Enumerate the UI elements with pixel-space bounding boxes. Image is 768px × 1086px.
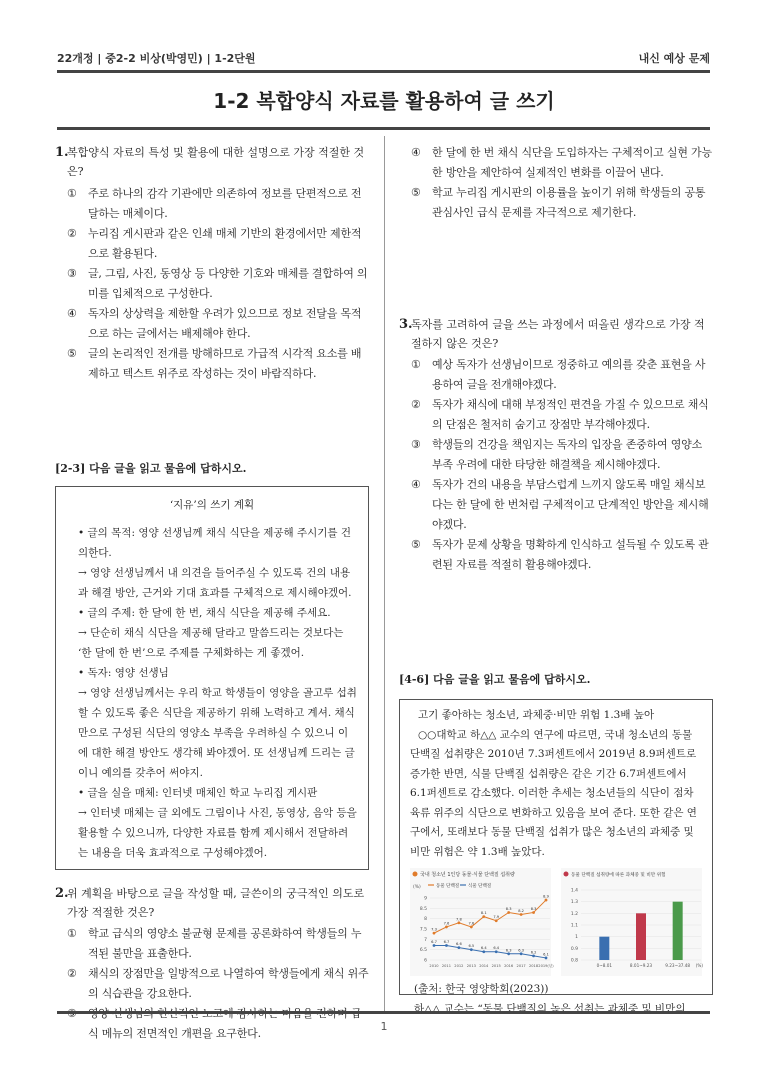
data-label: 7.8: [456, 917, 462, 922]
plan-line: • 글의 목적: 영양 선생님께 채식 식단을 제공해 주시기를 건의한다.: [78, 527, 352, 559]
right-column: [399, 143, 713, 1015]
plan-line: • 독자: 영양 선생님: [78, 667, 169, 679]
y-tick-label: 7: [424, 937, 427, 943]
x-tick-label: 0~8.01: [596, 963, 613, 968]
x-tick-label: 2010: [429, 964, 439, 968]
data-label: 6.3: [505, 948, 512, 953]
option-marker: ③: [411, 438, 421, 451]
x-tick-label: 2016: [504, 964, 514, 968]
data-point: [457, 946, 460, 949]
option-marker: ④: [411, 146, 421, 159]
option-marker: ⑤: [67, 347, 77, 360]
question-2-stem: [55, 884, 369, 922]
option-text: 독자가 문제 상황을 명확하게 인식하고 설득될 수 있도록 관련된 자료를 적절히 활용해야겠다.: [432, 538, 709, 571]
x-tick-label: 8.01~9.23: [629, 963, 653, 968]
plan-title: ‘지유’의 쓰기 계획: [169, 499, 255, 511]
y-tick-label: 0.9: [570, 946, 578, 952]
option-marker: ②: [67, 227, 77, 240]
y-tick-label: 1.2: [570, 911, 578, 917]
answer-option[interactable]: [55, 304, 369, 344]
stem-text: 독자를 고려하여 글을 쓰는 과정에서 떠올린 생각으로 가장 적절하지 않은 것은?: [411, 318, 705, 350]
option-text: 독자의 상상력을 제한할 우려가 있으므로 정보 전달을 목적으로 하는 글에서는 배제해야 한다.: [88, 307, 362, 340]
y-tick-label: 7.5: [419, 927, 427, 933]
plan-line: → 인터넷 매체는 글 외에도 그림이나 사진, 동영상, 음악 등을 활용할 수 있으니까, 다양한 자료를 함께 제시해서 전달하려는 내용을 더욱 효과적으로 구성해야겠어.: [78, 807, 357, 859]
y-tick-label: 0.8: [570, 958, 578, 964]
x-tick-label: 2017: [516, 964, 526, 968]
y-tick-label: 1.3: [570, 900, 578, 906]
data-point: [520, 952, 523, 955]
article-source: (출처: 한국 영양학회(2023)): [414, 983, 549, 995]
option-marker: ④: [411, 478, 421, 491]
page-number: 1: [380, 1020, 388, 1033]
page-title: 1-2 복합양식 자료를 활용하여 글 쓰기: [213, 89, 555, 113]
section-2-3-heading: [2-3] 다음 글을 읽고 물음에 답하시오.: [55, 462, 247, 475]
data-point: [545, 899, 548, 902]
data-label: 6.7: [431, 940, 437, 945]
article-body: ○○대학교 하△△ 교수의 연구에 따르면, 국내 청소년의 동물 단백질 섭취량은 2010년 7.3퍼센트에서 2019년 8.9퍼센트로 증가한 반면, 식물 단백질 섭취량은 같은 기간 6.7퍼센트에서 6.1퍼센트로 감소했다. 이러한 추세는 청소년들의 식단이 점차 육류 위주의 식단으로 변화하고 있음을 보여 준다. 또한 같은 연구에서, 또래보다 동물 단백질 섭취가 많은 청소년의 과체중 및 비만 위험은 약 1.3배 높았다.: [410, 728, 697, 858]
data-label: 8.3: [505, 906, 512, 911]
chart-title: 국내 청소년 1인당 동물·식물 단백질 섭취량: [420, 872, 515, 878]
x-tick-label: 2018: [528, 964, 539, 968]
y-tick-label: 1.1: [570, 923, 578, 929]
y-tick-label: 1.4: [570, 888, 578, 894]
chart-title: 동물 단백질 섭취량에 따른 과체중 및 비만 위험: [571, 873, 666, 878]
option-marker: ③: [67, 267, 77, 280]
section-4-6-heading: [4-6] 다음 글을 읽고 물음에 답하시오.: [399, 673, 591, 686]
x-tick-label: 2013: [466, 964, 476, 968]
data-label: 6.3: [518, 948, 524, 953]
series-line: [434, 900, 546, 933]
data-point: [457, 921, 460, 924]
bar: [673, 902, 683, 960]
data-label: 6.7: [443, 940, 450, 945]
column-divider: [384, 136, 385, 1011]
plan-line: → 영양 선생님께서는 우리 학교 학생들이 영양을 골고루 섭취할 수 있도록 좋은 식단을 제공하기 위해 노력하고 계셔. 채식만으로 구성된 식단의 영양소 부족을 우려하실 수 있으니 이에 대한 해결 방안도 생각해 봐야겠어. 또 선생님께 드리는 글이니 예의를 갖추어 써야지.: [78, 687, 357, 779]
answer-option[interactable]: [399, 183, 713, 223]
stem-text: 위 계획을 바탕으로 글을 작성할 때, 글쓴이의 궁극적인 의도로 가장 적절한 것은?: [67, 887, 365, 919]
option-marker: ②: [411, 398, 421, 411]
data-point: [495, 919, 498, 922]
answer-option[interactable]: [399, 535, 713, 575]
data-point: [482, 950, 485, 953]
option-text: 학교 급식의 영양소 불균형 문제를 공론화하여 학생들의 누적된 불만을 표출한다.: [88, 927, 362, 960]
y-tick-label: 6: [424, 958, 427, 964]
top-rule: [57, 70, 710, 73]
header-right: 내신 예상 문제: [638, 52, 710, 65]
data-label: 6.4: [493, 946, 500, 951]
x-tick-label: 2014: [479, 964, 489, 968]
data-label: 6.2: [530, 950, 537, 955]
x-tick-label: 2011: [441, 964, 452, 968]
plan-line: • 글의 주제: 한 달에 한 번, 채식 식단을 제공해 주세요.: [78, 607, 331, 619]
option-text: 누리집 게시판과 같은 인쇄 매체 기반의 환경에서만 제한적으로 활용된다.: [88, 227, 362, 260]
legend-label: 식물 단백질: [468, 884, 492, 889]
obesity-risk-bar-chart: [561, 868, 702, 976]
data-point: [532, 911, 535, 914]
x-tick-label: 2019(년): [538, 964, 554, 968]
y-tick-label: 6.5: [419, 948, 427, 954]
data-label: 7.6: [443, 921, 450, 926]
answer-option[interactable]: [399, 395, 713, 435]
plan-line: → 영양 선생님께서 내 의견을 들어주실 수 있도록 건의 내용과 해결 방안, 근거와 기대 효과를 구체적으로 제시해야겠어.: [78, 567, 352, 599]
answer-option[interactable]: [55, 184, 369, 224]
option-marker: ①: [67, 187, 77, 200]
data-point: [507, 952, 510, 955]
article-headline: 고기 좋아하는 청소년, 과체중·비만 위험 1.3배 높아: [418, 709, 655, 721]
x-tick-label: 9.23~37.48: [665, 963, 691, 968]
option-marker: ②: [67, 967, 77, 980]
answer-option[interactable]: [55, 264, 369, 304]
data-point: [495, 950, 498, 953]
title-rule: [57, 127, 710, 130]
data-label: 6.5: [468, 944, 475, 949]
data-label: 7.3: [431, 927, 437, 932]
option-marker: ⑤: [411, 538, 421, 551]
data-label: 8.2: [518, 909, 524, 914]
option-text: 영양 선생님의 헌신적인 노고에 감사하는 마음을 전하며 급식 메뉴의 전면적인 개편을 요구한다.: [88, 1007, 362, 1040]
x-tick-label: 2015: [491, 964, 501, 968]
answer-option[interactable]: [399, 475, 713, 535]
stem-text: 복합양식 자료의 특성 및 활용에 대한 설명으로 가장 적절한 것은?: [67, 146, 365, 178]
series-line: [434, 946, 546, 958]
protein-intake-line-chart: [410, 868, 554, 976]
data-point: [445, 944, 448, 947]
bar-chart-svg: [561, 868, 709, 976]
option-text: 학교 누리집 게시판의 이용률을 높이기 위해 학생들의 공통 관심사인 급식 문제를 자극적으로 제기한다.: [432, 186, 706, 219]
option-text: 독자가 채식에 대해 부정적인 편견을 가질 수 있으므로 채식의 단점은 철저히 숨기고 장점만 부각해야겠다.: [432, 398, 709, 431]
y-tick-label: 8.5: [419, 906, 427, 912]
y-tick-label: 1: [575, 935, 578, 941]
x-axis-unit: (%): [695, 963, 703, 968]
question-3: [399, 315, 713, 575]
option-marker: ①: [411, 358, 421, 371]
option-text: 예상 독자가 선생님이므로 정중하고 예의를 갖춘 표현을 사용하여 글을 전개해야겠다.: [432, 358, 706, 391]
question-1-stem: [55, 143, 369, 181]
option-marker: ③: [67, 1007, 77, 1020]
answer-option[interactable]: [55, 224, 369, 264]
question-number: 2.: [55, 886, 69, 901]
question-number: 3.: [399, 317, 413, 332]
option-marker: ①: [67, 927, 77, 940]
data-point: [482, 915, 485, 918]
question-number: 1.: [55, 145, 69, 160]
option-text: 채식의 장점만을 일방적으로 나열하여 학생들에게 채식 위주의 식습관을 강요한다.: [88, 967, 369, 1000]
question-3-stem: [399, 315, 713, 353]
writing-plan-box: [55, 486, 369, 870]
data-point: [470, 948, 473, 951]
data-point: [445, 926, 448, 929]
chart-row: [410, 868, 702, 976]
data-point: [433, 944, 436, 947]
bar: [636, 913, 646, 960]
data-label: 8.3: [530, 906, 537, 911]
y-tick-label: 9: [424, 896, 427, 902]
answer-option[interactable]: [399, 355, 713, 395]
option-text: 학생들의 건강을 책임지는 독자의 입장을 존중하여 영양소 부족 우려에 대한 타당한 해결책을 제시해야겠다.: [432, 438, 703, 471]
option-text: 주로 하나의 감각 기관에만 의존하여 정보를 단편적으로 전달하는 매체이다.: [88, 187, 362, 220]
legend-label: 동물 단백질: [436, 884, 460, 889]
option-text: 글의 논리적인 전개를 방해하므로 가급적 시각적 요소를 배제하고 텍스트 위주로 작성하는 것이 바람직하다.: [88, 347, 362, 380]
answer-option[interactable]: [55, 344, 369, 384]
chart-title-bullet: [564, 872, 569, 877]
data-point: [545, 957, 548, 960]
option-marker: ⑤: [411, 186, 421, 199]
data-label: 6.4: [480, 946, 487, 951]
data-point: [507, 911, 510, 914]
data-point: [520, 913, 523, 916]
data-point: [470, 926, 473, 929]
x-tick-label: 2012: [454, 964, 464, 968]
header-left: 22개정 | 중2-2 비상(박영민) | 1-2단원: [57, 52, 256, 65]
data-label: 6.6: [456, 942, 462, 947]
data-point: [433, 932, 436, 935]
left-column: [55, 143, 369, 1044]
data-label: 8.1: [480, 911, 487, 916]
data-label: 7.6: [468, 921, 475, 926]
answer-option[interactable]: [399, 435, 713, 475]
data-point: [532, 954, 535, 957]
option-text: 독자가 건의 내용을 부담스럽게 느끼지 않도록 매일 채식보다는 한 달에 한 번처럼 구체적이고 단계적인 방안을 제시해야겠다.: [432, 478, 709, 531]
article-last-line: 하△△ 교수는 “동물 단백질의 높은 섭취는 과체중 및 비만의: [414, 1002, 686, 1015]
chart-title-bullet: [413, 872, 418, 877]
data-label: 7.9: [493, 915, 500, 920]
option-text: 글, 그림, 사진, 동영상 등 다양한 기호와 매체를 결합하여 의미를 입체적으로 구성한다.: [88, 267, 368, 300]
option-text: 한 달에 한 번 채식 식단을 도입하자는 구체적이고 실현 가능한 방안을 제안하여 실제적인 변화를 이끌어 낸다.: [432, 146, 712, 179]
plan-line: • 글을 실을 매체: 인터넷 매체인 학교 누리집 게시판: [78, 787, 318, 799]
data-label: 6.1: [543, 952, 549, 957]
answer-option[interactable]: [399, 143, 713, 183]
line-chart-svg: [410, 868, 558, 976]
plan-line: → 단순히 채식 식단을 제공해 달라고 말씀드리는 것보다는 ‘한 달에 한 번’으로 주제를 구체화하는 게 좋겠어.: [78, 627, 344, 659]
answer-option[interactable]: [55, 964, 369, 1004]
news-article-box: [399, 699, 713, 1015]
axis-label: (%): [413, 885, 421, 890]
question-1: [55, 143, 369, 384]
bottom-rule: [57, 1011, 710, 1014]
option-marker: ④: [67, 307, 77, 320]
answer-option[interactable]: [55, 924, 369, 964]
y-tick-label: 8: [424, 917, 427, 923]
bar: [599, 937, 609, 960]
data-label: 8.9: [543, 894, 549, 899]
